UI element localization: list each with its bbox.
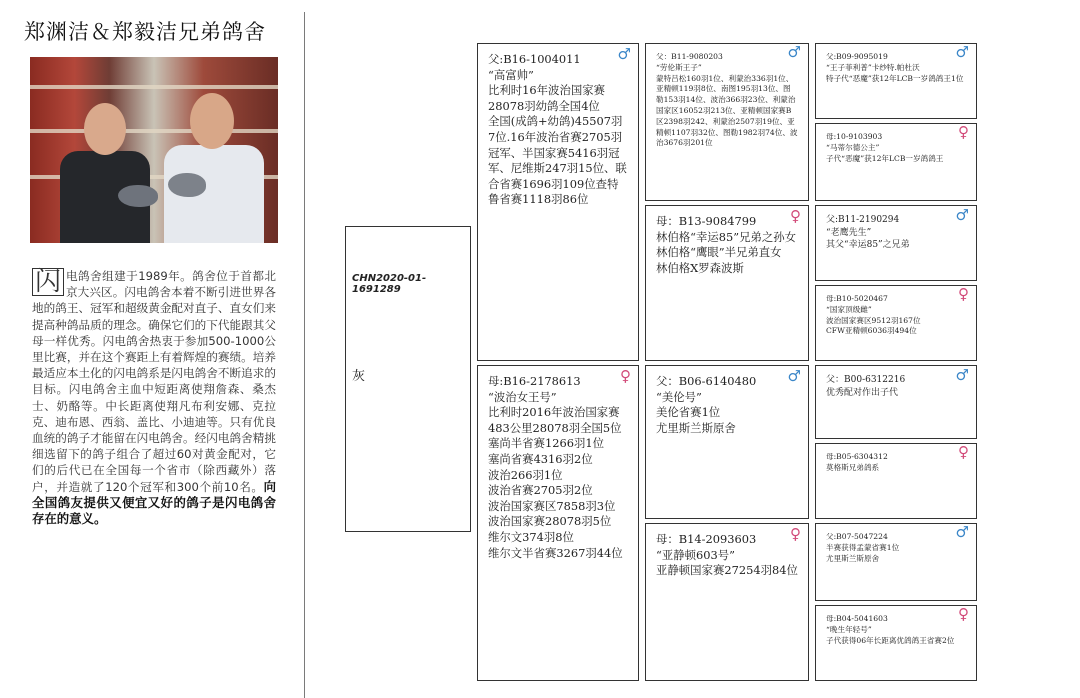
pedigree-text: “王子菲利普”卡纱特.帕杜沃: [826, 62, 920, 72]
pedigree-text: 全国(成鸽+幼鸽)45507羽7位.16年波治省赛2705羽冠军、半国家赛5416羽冠军、尼维斯247羽15位、联合省赛1696羽109位查特鲁省赛1118羽86位: [488, 114, 627, 207]
dam-dam-card: [645, 523, 809, 681]
pedigree-text: “亚静顿603号”: [656, 547, 735, 562]
ring-number: 母:B10-5020467: [826, 294, 888, 303]
male-symbol-icon: ♂: [617, 45, 631, 63]
pedigree-text: 林伯格“幸运85”兄弟之孙女: [656, 229, 797, 244]
sss-card: [815, 43, 977, 119]
pedigree-text: 特子代“恶魔”获12年LCB一岁鸽鸽王1位: [826, 73, 964, 83]
pedigree-text: 波治省赛2705羽2位: [488, 483, 593, 498]
pedigree-text: 林伯格X罗森波斯: [656, 260, 744, 275]
pedigree-text: “劳伦斯王子”: [656, 62, 702, 72]
female-symbol-icon: ♀: [958, 443, 969, 461]
dsd-card: [815, 443, 977, 519]
pedigree-text: 塞尚省赛4316羽2位: [488, 451, 593, 466]
ring-number: 父:B09-9095019: [826, 52, 888, 61]
ring-number: 母:B16-2178613: [488, 374, 581, 388]
pedigree-text: “晚生年轻号”: [826, 624, 872, 634]
ssd-card: [815, 123, 977, 201]
subject-ring-number: CHN2020-01-1691289: [352, 273, 427, 295]
ring-number: 母：B13-9084799: [656, 214, 757, 228]
pedigree-text: “国家顶级雌”: [826, 304, 872, 314]
pedigree-text: 波治国家赛区7858羽3位: [488, 498, 616, 513]
sds-card: [815, 205, 977, 281]
pedigree-text: 维尔文374羽8位: [488, 529, 574, 544]
pedigree-text: “高富帅”: [488, 67, 534, 82]
sdd-card: [815, 285, 977, 361]
female-symbol-icon: ♀: [958, 605, 969, 623]
ring-number: 父：B00-6312216: [826, 375, 906, 385]
male-symbol-icon: ♂: [955, 206, 969, 224]
pedigree-text: 其父“幸运85”之兄弟: [826, 240, 910, 251]
pedigree-text: 半赛获得孟蒙省赛1位: [826, 542, 900, 552]
pedigree-text: 塞尚半省赛1266羽1位: [488, 436, 604, 451]
story-text: 电鸽舍组建于1989年。鸽舍位于首都北京大兴区。闪电鸽舍本着不断引进世界各地的鸽王、冠军和超级黄金配对直子、直女们来提高种鸽品质的理念。确保它们的下代能跟其父母一样优秀。闪电鸽舍热衷于参加500-1000公里比赛，并在这个赛距上有着辉煌的赛绩。培养最适应本土化的闪电鸽系是闪电鸽舍不断追求的目标。闪电鸽舍主血中短距离使翔詹森、桑杰士、奶酪等。中长距离使翔凡布利安娜、克拉克、迪布恩、西翁、盖比、小迪迪等。只有优良血统的鸽子才能留在闪电鸽舍。经闪电鸽舍精挑细选留下的鸽子组合了超过60对黄金配对，它们的后代已在全国每一个省市（除西藏外）落户，并造就了120个冠军和300个前10名。: [32, 269, 276, 494]
male-symbol-icon: ♂: [955, 43, 969, 61]
female-symbol-icon: ♀: [790, 207, 801, 225]
ring-number: 母:B05-6304312: [826, 452, 888, 461]
pedigree-text: 林伯格“鹰眼”半兄弟直女: [656, 245, 782, 260]
pedigree-text: 维尔文半省赛3267羽44位: [488, 545, 623, 560]
pedigree-text: 蒙特吕松160羽1位、利蒙治336羽1位、亚精顿119羽8位、南图195羽13位、图勒153羽14位、波治366羽23位、利蒙治国家区16052羽213位、亚精顿国家赛B区2398羽242、利蒙治2507羽19位、亚精顿1107羽32位、图勒1982羽74位、波治3676羽201位: [656, 73, 798, 148]
dds-card: [815, 523, 977, 601]
pedigree-text: “美伦号”: [656, 389, 702, 404]
pedigree-text: 子代获得06年长距离优鸽鸽王省赛2位: [826, 635, 955, 645]
ddd-card: [815, 605, 977, 681]
pedigree-text: 子代“恶魔”获12年LCB一岁鸽鸽王: [826, 153, 944, 163]
pedigree-text: “马蒂尔德公主”: [826, 142, 880, 152]
divider: [304, 12, 305, 698]
sire-card: [477, 43, 639, 361]
story-strong: 向全国鸽友提供又便宜又好的鸽子是闪电鸽舍存在的意义。: [32, 478, 276, 527]
dam-card: [477, 365, 639, 681]
pedigree-text: 比利时2016年波治国家赛483公里28078羽全国5位: [488, 405, 622, 435]
subject-pigeon: [345, 226, 471, 532]
pedigree-text: “老鹰先生”: [826, 227, 872, 238]
pedigree-text: 尤里斯兰斯原舍: [656, 420, 736, 435]
pedigree-text: 波治266羽1位: [488, 467, 563, 482]
dss-card: [815, 365, 977, 439]
pedigree-text: 莫格斯兄弟鸽系: [826, 462, 880, 472]
ring-number: 父:B07-5047224: [826, 532, 888, 541]
female-symbol-icon: ♀: [958, 285, 969, 303]
female-symbol-icon: ♀: [790, 525, 801, 543]
female-symbol-icon: ♀: [958, 123, 969, 141]
pedigree-text: “波治女王号”: [488, 389, 557, 404]
pedigree-text: 波治国家赛28078羽5位: [488, 514, 612, 529]
ring-number: 父：B06-6140480: [656, 374, 757, 388]
pedigree-text: 28078羽幼鸽全国4位: [488, 98, 600, 113]
dam-sire-card: [645, 365, 809, 519]
male-symbol-icon: ♂: [787, 43, 801, 61]
story-dropcap: 闪: [32, 268, 64, 296]
pedigree-text: 优秀配对作出子代: [826, 387, 899, 398]
sire-dam-card: [645, 205, 809, 361]
ring-number: 母:B04-5041603: [826, 614, 888, 623]
male-symbol-icon: ♂: [955, 366, 969, 384]
ring-number: 母：B14-2093603: [656, 532, 757, 546]
male-symbol-icon: ♂: [955, 523, 969, 541]
loft-story: [32, 268, 276, 527]
pedigree-text: 比利时16年波治国家赛: [488, 83, 606, 98]
loft-title: 郑渊洁＆郑毅洁兄弟鸽舍: [24, 20, 266, 44]
ring-number: 父:B16-1004011: [488, 52, 581, 66]
subject-color: 灰: [352, 369, 366, 384]
sire-sire-card: [645, 43, 809, 201]
pedigree-text: 亚静顿国家赛27254羽84位: [656, 563, 798, 578]
male-symbol-icon: ♂: [787, 367, 801, 385]
ring-number: 父:B11-2190294: [826, 215, 900, 225]
owners-photo: [30, 57, 278, 243]
pedigree-text: 尤里斯兰斯原舍: [826, 553, 880, 563]
pedigree-text: 波治国家赛区9512羽167位: [826, 315, 921, 325]
pedigree-text: CFW亚精顿6036羽494位: [826, 326, 917, 336]
ring-number: 父：B11-9080203: [656, 52, 723, 61]
ring-number: 母:10-9103903: [826, 132, 883, 141]
pedigree-text: 美伦省赛1位: [656, 405, 721, 420]
female-symbol-icon: ♀: [620, 367, 631, 385]
